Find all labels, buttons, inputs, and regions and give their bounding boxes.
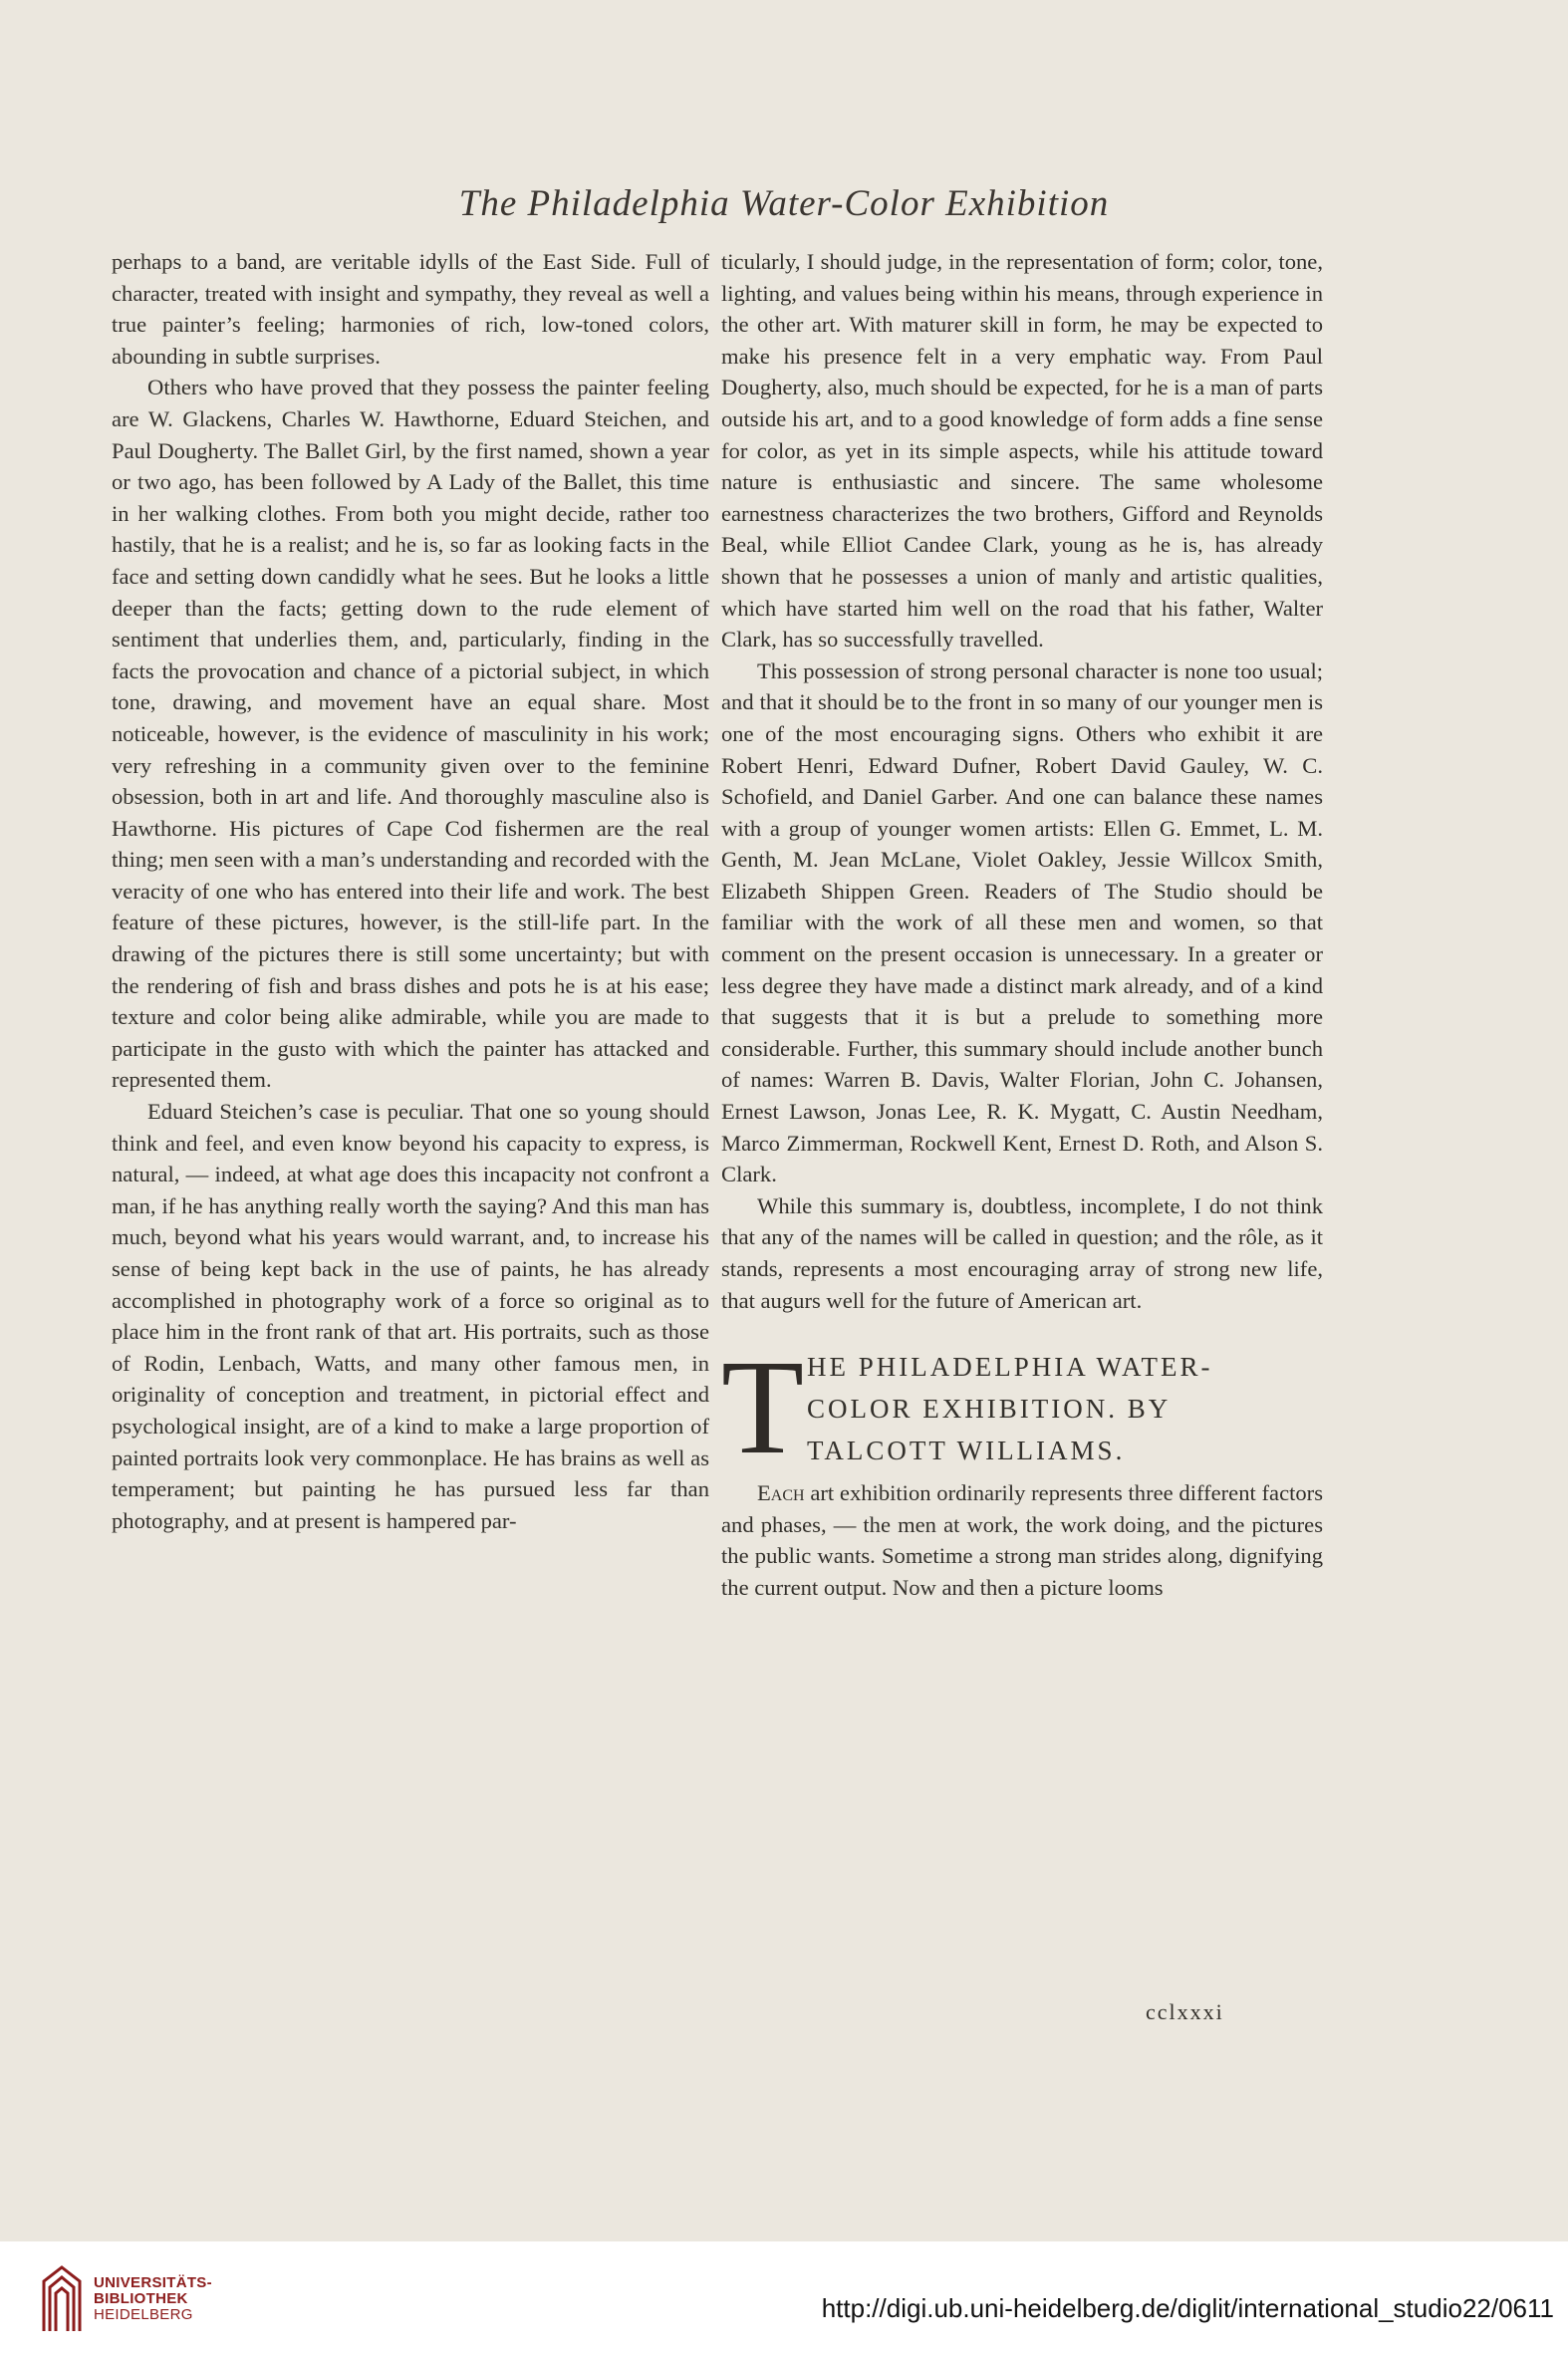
digitization-footer [0, 2241, 1568, 2358]
running-head: The Philadelphia Water-Color Exhibition [458, 183, 1110, 224]
source-url[interactable]: http://digi.ub.uni-heidelberg.de/diglit/international_studio22/0611 [821, 2293, 1554, 2323]
paragraph: perhaps to a band, are veritable idylls of the East Side. Full of character, treated with insight and sympathy, they reveal as well a true painter’s feeling; harmonies of rich, low-toned colors, abounding in subtle surprises. [112, 249, 709, 369]
paragraph: This possession of strong personal character is none too usual; and that it should be to the front in so many of our younger men is one of the most encouraging signs. Others who exhibit it are Robert Henri, Edward Dufner, Robert David Gauley, W. C. Schofield, and Daniel Garber. And one can balance these names with a group of younger women artists: Ellen G. Emmet, L. M. Genth, M. Jean McLane, Violet Oakley, Jessie Willcox Smith, Elizabeth Shippen Green. Readers of The Studio should be familiar with the work of all these men and women, so that comment on the present occasion is unnecessary. In a greater or less degree they have made a distinct mark already, and of a kind that suggests that it is but a prelude to something more considerable. Further, this summary should include another bunch of names: Warren B. Davis, Walter Florian, John C. Johansen, Ernest Lawson, Jonas Lee, R. K. Mygatt, C. Austin Needham, Marco Zimmerman, Rockwell Kent, Ernest D. Roth, and Alson S. Clark. [721, 657, 1323, 1187]
page-number: cclxxxi [1146, 1999, 1224, 2024]
library-line-1: UNIVERSITÄTS- [94, 2274, 212, 2291]
article-opening-paragraph [721, 1477, 1323, 1603]
left-column [112, 246, 709, 1536]
paragraph: Others who have proved that they possess the painter feeling are W. Glackens, Charles W. Hawthorne, Eduard Steichen, and Paul Dougherty. The Ballet Girl, by the first named, shown a year or two ago, has been followed by A Lady of the Ballet, this time in her walking clothes. From both you might decide, rather too hastily, that he is a realist; and he is, so far as looking facts in the face and setting down candidly what he sees. But he looks a little deeper than the facts; getting down to the rude element of sentiment that underlies them, and, particularly, finding in the facts the provocation and chance of a pictorial subject, in which tone, drawing, and movement have an equal share. Most noticeable, however, is the evidence of masculinity in his work; very refreshing in a community given over to the feminine obsession, both in art and life. And thoroughly masculine also is Hawthorne. His pictures of Cape Cod fishermen are the real thing; men seen with a man’s understanding and recorded with the veracity of one who has entered into their life and work. The best feature of these pictures, however, is the still-life part. In the drawing of the pictures there is still some uncertainty; but with the rendering of fish and brass dishes and pots he is at his ease; texture and color being alike admirable, while you are made to participate in the gusto with which the painter has attacked and represented them. [112, 375, 709, 1093]
library-line-2: BIBLIOTHEK [94, 2290, 188, 2307]
title-line-3: TALCOTT WILLIAMS. [807, 1436, 1126, 1466]
lead-word: Each [757, 1480, 805, 1506]
paragraph: ticularly, I should judge, in the representation of form; color, tone, lighting, and values being within his means, through experience in the other art. With maturer skill in form, he may be expected to make his presence felt in a very emphatic way. From Paul Dougherty, also, much should be expected, for he is a man of parts outside his art, and to a good knowledge of form adds a fine sense for color, as yet in its simple aspects, while his attitude toward nature is enthusiastic and sincere. The same wholesome earnestness characterizes the two brothers, Gifford and Reynolds Beal, while Elliot Candee Clark, young as he is, has already shown that he possesses a union of manly and artistic qualities, which have started him well on the road that his father, Walter Clark, has so successfully travelled. [721, 249, 1323, 653]
article-opening-text: art exhibition ordinarily represents three different factors and phases, — the men at work, the work doing, and the pictures the public wants. Sometime a strong man strides along, dignifying the current output. Now and then a picture looms [721, 1480, 1323, 1600]
paragraph: Eduard Steichen’s case is peculiar. That one so young should think and feel, and even know beyond his capacity to express, is natural, — indeed, at what age does this incapacity not confront a man, if he has anything really worth the saying? And this man has much, beyond what his years would warrant, and, to increase his sense of being kept back in the use of paints, he has already accomplished in photography work of a force so original as to place him in the front rank of that art. His portraits, such as those of Rodin, Lenbach, Watts, and many other famous men, in originality of conception and treatment, in pictorial effect and psychological insight, are of a kind to make a large proportion of painted portraits look very commonplace. He has brains as well as temperament; but painting he has pursued less far than photography, and at present is hampered par- [112, 1099, 709, 1533]
title-lines [807, 1346, 1323, 1471]
paragraph: While this summary is, doubtless, incomplete, I do not think that any of the names will be called in question; and the rôle, as it stands, represents a most encouraging array of strong new life, that augurs well for the future of American art. [721, 1192, 1323, 1313]
library-line-3: HEIDELBERG [94, 2306, 193, 2323]
title-line-1: HE PHILADELPHIA WATER- [807, 1352, 1213, 1383]
university-library-logo-icon [38, 2261, 86, 2333]
title-line-2: COLOR EXHIBITION. BY [807, 1394, 1172, 1425]
article-title [721, 1333, 1323, 1483]
right-column [721, 246, 1323, 1604]
library-name [94, 2275, 212, 2323]
drop-cap: T [721, 1333, 805, 1483]
